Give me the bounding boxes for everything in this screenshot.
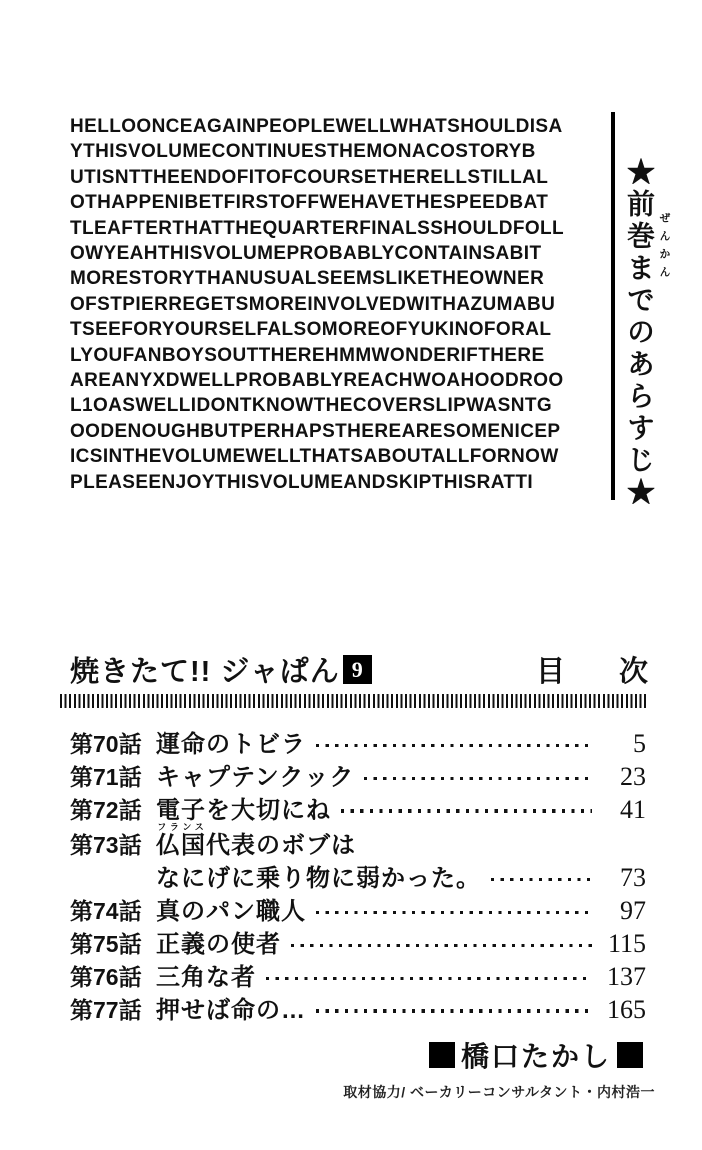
chapter-title: キャプテンクック bbox=[156, 763, 355, 791]
page-number: 73 bbox=[620, 863, 646, 893]
striped-divider bbox=[60, 694, 646, 708]
dot-leader bbox=[364, 777, 592, 780]
intro-line: OWYEAHTHISVOLUMEPROBABLYCONTAINSABIT bbox=[70, 243, 542, 265]
side-note-furigana: ぜんかん bbox=[658, 212, 670, 284]
page-number: 5 bbox=[633, 729, 646, 758]
chapter-label: 第75話 bbox=[70, 930, 142, 957]
page-number: 137 bbox=[607, 961, 646, 991]
title-ruby-base: 仏国 bbox=[156, 832, 206, 860]
intro-line: TSEEFORYOURSELFALSOMOREOFYUKINOFORAL bbox=[70, 319, 552, 341]
intro-line: YTHISVOLUMECONTINUESTHEMONACOSTORYB bbox=[70, 141, 536, 163]
intro-line: UTISNTTHEENDOFITOFCOURSETHERELLSTILLAL bbox=[70, 166, 549, 188]
black-square-icon bbox=[617, 1042, 643, 1068]
page-number: 41 bbox=[620, 794, 646, 824]
chapter-title: 電子を大切にね bbox=[156, 796, 331, 824]
page-number: 97 bbox=[620, 896, 646, 926]
toc-row bbox=[70, 990, 646, 1023]
toc-row bbox=[70, 957, 646, 990]
toc-list bbox=[70, 724, 646, 1022]
side-note-previous-volume-label: ★前巻までのあらすじ★ bbox=[624, 157, 655, 509]
intro-line: OFSTPIERREGETSMOREINVOLVEDWITHAZUMABU bbox=[70, 293, 556, 315]
volume-number-badge bbox=[343, 655, 372, 684]
intro-line: OODENOUGHBUTPERHAPSTHEREARESOMENICEP bbox=[70, 420, 561, 442]
chapter-title: 押せば命の… bbox=[156, 996, 306, 1024]
dot-leader bbox=[316, 744, 592, 747]
title-ruby-group bbox=[156, 822, 206, 860]
chapter-label: 第77話 bbox=[70, 996, 142, 1023]
page-number: 115 bbox=[607, 928, 646, 958]
toc-row bbox=[70, 724, 646, 757]
author-name: 橋口たかし bbox=[460, 1041, 611, 1072]
intro-line: MORESTORYTHANUSUALSEEMSLIKETHEOWNER bbox=[70, 268, 545, 290]
title-ruby-furigana: フランス bbox=[156, 822, 206, 833]
dot-leader bbox=[316, 911, 592, 914]
chapter-label: 第74話 bbox=[70, 898, 142, 925]
chapter-title: 正義の使者 bbox=[156, 930, 281, 958]
dot-leader bbox=[491, 878, 592, 881]
intro-line: OTHAPPENIBETFIRSTOFFWEHAVETHESPEEDBAT bbox=[70, 192, 549, 214]
intro-line: L1OASWELLIDONTKNOWTHECOVERSLIPWASNTG bbox=[70, 395, 553, 417]
toc-heading-char: 次 bbox=[618, 656, 648, 688]
chapter-label: 第73話 bbox=[70, 832, 142, 859]
intro-line: LYOUFANBOYSOUTTHEREHMMWONDERIFTHERE bbox=[70, 344, 545, 366]
toc-row bbox=[70, 924, 646, 957]
author-credit bbox=[429, 1035, 643, 1075]
intro-line: PLEASEENJOYTHISVOLUMEANDSKIPTHISRATTI bbox=[70, 471, 534, 493]
chapter-title: 三角な者 bbox=[156, 963, 256, 991]
chapter-label: 第71話 bbox=[70, 763, 142, 790]
volume-number: 9 bbox=[351, 656, 363, 682]
chapter-title: 運命のトビラ bbox=[156, 731, 306, 758]
toc-row bbox=[70, 757, 646, 790]
chapter-label: 第72話 bbox=[70, 796, 142, 823]
intro-line: ICSINTHEVOLUMEWELLTHATSABOUTALLFORNOW bbox=[70, 446, 559, 468]
chapter-title bbox=[156, 822, 356, 860]
toc-heading-char: 目 bbox=[536, 656, 566, 688]
toc-header bbox=[70, 649, 648, 690]
dot-leader bbox=[341, 809, 592, 812]
toc-row bbox=[70, 790, 646, 823]
title-rest: 代表のボブは bbox=[206, 832, 356, 860]
chapter-title: 真のパン職人 bbox=[156, 898, 306, 926]
toc-heading bbox=[536, 649, 648, 690]
research-credit: 取材協力/ ベーカリーコンサルタント・内村浩一 bbox=[343, 1084, 655, 1100]
dot-leader bbox=[266, 977, 592, 980]
dot-leader bbox=[291, 944, 592, 947]
black-square-icon bbox=[429, 1042, 455, 1068]
toc-row-continuation bbox=[70, 858, 646, 891]
vertical-divider-rule bbox=[611, 112, 615, 500]
intro-line: AREANYXDWELLPROBABLYREACHWOAHOODROO bbox=[70, 370, 564, 392]
chapter-label: 第76話 bbox=[70, 963, 142, 990]
intro-line: TLEAFTERTHATTHEQUARTERFINALSSHOULDFOLL bbox=[70, 217, 565, 239]
series-title: 焼きたて!! ジャぱん bbox=[70, 656, 340, 688]
intro-note-block bbox=[70, 114, 615, 495]
page-number: 165 bbox=[607, 994, 646, 1024]
dot-leader bbox=[316, 1009, 592, 1012]
toc-row bbox=[70, 822, 646, 858]
toc-row bbox=[70, 891, 646, 924]
chapter-label: 第70話 bbox=[70, 731, 142, 757]
chapter-title-line2: なにげに乗り物に弱かった。 bbox=[156, 865, 481, 893]
intro-line: HELLOONCEAGAINPEOPLEWELLWHATSHOULDISA bbox=[70, 116, 563, 137]
page-number: 23 bbox=[620, 761, 646, 791]
